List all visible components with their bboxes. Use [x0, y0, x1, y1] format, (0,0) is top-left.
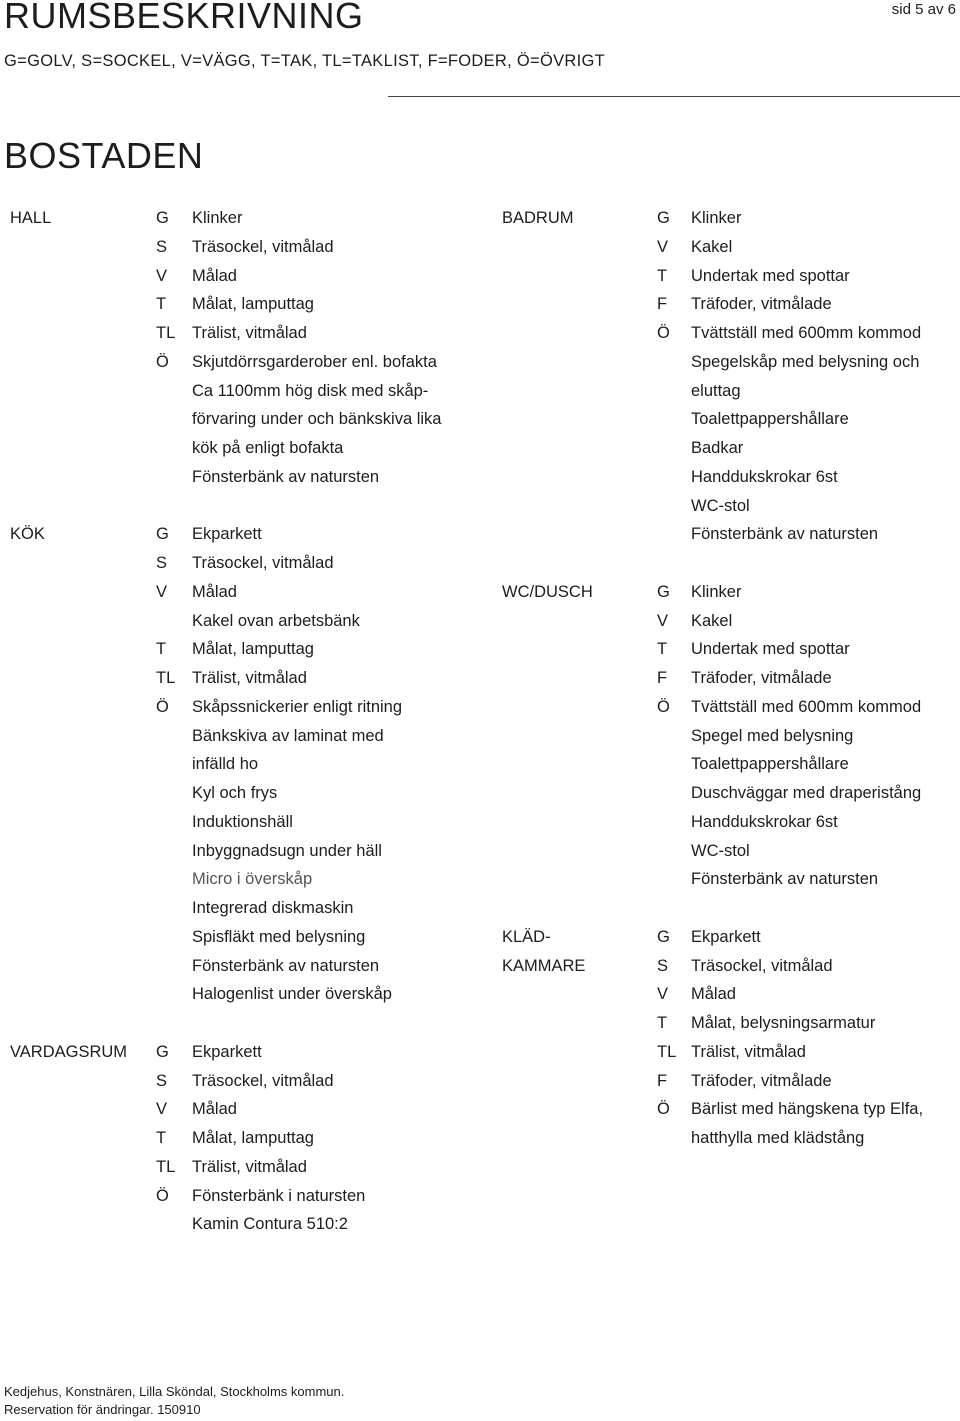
- spec-row: [502, 348, 960, 377]
- spec-row: [502, 750, 960, 779]
- spec-text: Spisfläkt med belysning: [192, 927, 366, 946]
- spec-row: [502, 233, 960, 262]
- spec-row: [502, 520, 960, 549]
- spec-code: T: [657, 1014, 668, 1032]
- spec-row: [10, 233, 480, 262]
- spec-row: [10, 1067, 480, 1096]
- spec-text: Fönsterbänk av natursten: [192, 467, 380, 486]
- spec-row: [10, 693, 480, 722]
- spec-text: Målad: [192, 1100, 237, 1119]
- spec-text: Badkar: [691, 439, 744, 457]
- spec-text: Målad: [192, 266, 237, 285]
- spec-text: Trälist, vitmålad: [691, 1042, 806, 1061]
- spec-row: [502, 923, 960, 952]
- spec-row: [10, 923, 480, 952]
- spec-text: Trälist, vitmålad: [192, 669, 307, 687]
- spec-text: Inbyggnadsugn under häll: [192, 841, 382, 860]
- spec-text: Målad: [192, 582, 237, 601]
- spec-text: Trälist, vitmålad: [192, 1157, 307, 1176]
- spec-code: F: [657, 669, 668, 687]
- spec-code: Ö: [657, 1100, 670, 1119]
- spec-row: [10, 1038, 480, 1067]
- spec-text: Klinker: [691, 209, 742, 227]
- spec-text: Träsockel, vitmålad: [192, 237, 334, 256]
- spec-row: [10, 722, 480, 751]
- divider-rule: [388, 96, 960, 97]
- spec-text: Handdukskrokar 6st: [691, 812, 838, 831]
- spec-code: V: [657, 985, 669, 1004]
- page-title: RUMSBESKRIVNING: [4, 0, 364, 36]
- spec-row: [502, 463, 960, 492]
- spec-code: TL: [156, 324, 176, 342]
- spec-row: [502, 607, 960, 636]
- spec-text: Trälist, vitmålad: [192, 324, 307, 342]
- room-name: HALL: [10, 209, 52, 227]
- spec-row: [502, 319, 960, 348]
- spec-row: [10, 1124, 480, 1153]
- abbreviation-legend: G=GOLV, S=SOCKEL, V=VÄGG, T=TAK, TL=TAKLIST, F=FODER, Ö=ÖVRIGT: [4, 52, 606, 70]
- spec-text: Halogenlist under överskåp: [192, 985, 392, 1004]
- spec-code: T: [156, 295, 167, 314]
- spec-text: Kamin Contura 510:2: [192, 1215, 348, 1234]
- spec-row: [502, 693, 960, 722]
- spec-text: Micro i överskåp: [192, 870, 313, 889]
- spec-row: [10, 549, 480, 578]
- spec-text: Toalettpappershållare: [691, 755, 849, 774]
- spec-row: [502, 980, 960, 1009]
- spec-text: WC-stol: [691, 496, 750, 515]
- spec-text: Handdukskrokar 6st: [691, 467, 838, 486]
- spec-text: Träsockel, vitmålad: [192, 554, 334, 572]
- spec-row: [502, 779, 960, 808]
- spec-code: S: [156, 554, 168, 572]
- spec-text: Undertak med spottar: [691, 640, 850, 659]
- spec-row: [502, 894, 960, 923]
- spec-row: [502, 722, 960, 751]
- spec-code: Ö: [156, 1186, 169, 1205]
- spec-row: [10, 1182, 480, 1211]
- spec-row: [502, 405, 960, 434]
- spec-code: T: [156, 640, 167, 659]
- spec-row: [502, 952, 960, 981]
- room-name: VARDAGSRUM: [10, 1042, 128, 1061]
- spec-row: [502, 290, 960, 319]
- spec-text: Kakel: [691, 611, 733, 630]
- spec-code: G: [156, 209, 169, 227]
- spec-row: [10, 520, 480, 549]
- spec-code: V: [156, 582, 168, 601]
- spec-row: [10, 607, 480, 636]
- room-name: KLÄD-: [502, 927, 551, 946]
- room-name: WC/DUSCH: [502, 582, 593, 601]
- spec-row: [10, 1153, 480, 1182]
- spec-row: [502, 1095, 960, 1124]
- spec-text: Integrerad diskmaskin: [192, 899, 354, 917]
- spec-code: F: [657, 1071, 668, 1090]
- spec-code: S: [657, 956, 669, 975]
- room-name: KÖK: [10, 525, 45, 544]
- spec-row: [10, 348, 480, 377]
- spec-row: [10, 635, 480, 664]
- spec-text: Bänkskiva av laminat med: [192, 726, 384, 745]
- spec-text: Målad: [691, 985, 736, 1004]
- spec-text: eluttag: [691, 381, 741, 400]
- spec-code: Ö: [657, 324, 670, 342]
- spec-row: [10, 492, 480, 521]
- spec-text: Klinker: [192, 209, 243, 227]
- right-room-list: [502, 204, 960, 1153]
- spec-row: [10, 463, 480, 492]
- spec-row: [502, 549, 960, 578]
- spec-text: Fönsterbänk i natursten: [192, 1186, 366, 1205]
- spec-text: Kyl och frys: [192, 784, 278, 802]
- spec-text: Toalettpappershållare: [691, 410, 849, 429]
- spec-text: Ekparkett: [192, 525, 262, 544]
- spec-row: [502, 262, 960, 291]
- spec-text: Skåpssnickerier enligt ritning: [192, 697, 403, 716]
- spec-text: Kakel ovan arbetsbänk: [192, 611, 360, 630]
- spec-text: Klinker: [691, 582, 742, 601]
- spec-code: TL: [657, 1042, 677, 1061]
- page-number: sid 5 av 6: [891, 1, 956, 18]
- spec-code: TL: [156, 669, 176, 687]
- spec-code: G: [156, 525, 169, 544]
- spec-text: Skjutdörrsgarderober enl. bofakta: [192, 352, 437, 371]
- spec-code: V: [156, 266, 168, 285]
- spec-row: [10, 980, 480, 1009]
- spec-row: [10, 204, 480, 233]
- spec-row: [502, 492, 960, 521]
- spec-text: Induktionshäll: [192, 812, 293, 831]
- left-room-list: [10, 204, 480, 1239]
- footer-disclaimer: Reservation för ändringar. 150910: [4, 1402, 201, 1417]
- spec-code: V: [156, 1100, 168, 1119]
- spec-row: [10, 578, 480, 607]
- spec-text: Tvättställ med 600mm kommod: [691, 697, 922, 716]
- spec-text: Ca 1100mm hög disk med skåp-: [192, 381, 429, 400]
- spec-row: [502, 1124, 960, 1153]
- spec-code: V: [657, 237, 669, 256]
- spec-row: [502, 377, 960, 406]
- spec-code: Ö: [657, 697, 670, 716]
- spec-text: Träsockel, vitmålad: [691, 956, 833, 975]
- spec-text: Fönsterbänk av natursten: [691, 525, 879, 544]
- spec-row: [502, 1067, 960, 1096]
- spec-text: Målat, lamputtag: [192, 295, 314, 314]
- spec-row: [502, 434, 960, 463]
- spec-row: [10, 894, 480, 923]
- spec-row: [10, 1210, 480, 1239]
- spec-text: Träfoder, vitmålade: [691, 1071, 832, 1090]
- spec-text: Undertak med spottar: [691, 266, 850, 285]
- spec-row: [502, 1009, 960, 1038]
- room-name: KAMMARE: [502, 956, 586, 975]
- spec-text: kök på enligt bofakta: [192, 439, 344, 457]
- spec-text: Ekparkett: [691, 927, 761, 946]
- spec-code: G: [657, 582, 670, 601]
- footer-address: Kedjehus, Konstnären, Lilla Sköndal, Stockholms kommun.: [4, 1384, 345, 1399]
- spec-text: Ekparkett: [192, 1042, 262, 1061]
- spec-text: Fönsterbänk av natursten: [691, 870, 879, 889]
- spec-row: [10, 664, 480, 693]
- spec-text: Kakel: [691, 237, 733, 256]
- spec-code: TL: [156, 1157, 176, 1176]
- spec-row: [10, 319, 480, 348]
- spec-row: [10, 1095, 480, 1124]
- spec-code: Ö: [156, 352, 169, 371]
- spec-row: [502, 808, 960, 837]
- spec-text: Målat, lamputtag: [192, 640, 314, 659]
- spec-row: [10, 779, 480, 808]
- spec-row: [10, 952, 480, 981]
- spec-row: [10, 1009, 480, 1038]
- spec-row: [10, 290, 480, 319]
- spec-row: [10, 865, 480, 894]
- spec-code: S: [156, 1071, 168, 1090]
- spec-row: [502, 1038, 960, 1067]
- spec-row: [502, 635, 960, 664]
- section-title: BOSTADEN: [4, 135, 204, 176]
- spec-row: [10, 377, 480, 406]
- spec-text: Målat, lamputtag: [192, 1129, 314, 1147]
- spec-text: Träsockel, vitmålad: [192, 1071, 334, 1090]
- spec-row: [10, 808, 480, 837]
- spec-code: G: [657, 209, 670, 227]
- spec-row: [10, 262, 480, 291]
- spec-text: hatthylla med klädstång: [691, 1129, 865, 1147]
- spec-text: WC-stol: [691, 841, 750, 860]
- spec-row: [10, 434, 480, 463]
- spec-row: [10, 837, 480, 866]
- spec-text: Träfoder, vitmålade: [691, 669, 832, 687]
- spec-code: V: [657, 611, 669, 630]
- spec-text: infälld ho: [192, 755, 259, 774]
- spec-row: [502, 865, 960, 894]
- spec-row: [502, 578, 960, 607]
- spec-code: S: [156, 237, 168, 256]
- spec-text: Spegel med belysning: [691, 726, 854, 745]
- footer: [4, 1383, 344, 1419]
- spec-code: T: [156, 1129, 167, 1147]
- spec-text: Tvättställ med 600mm kommod: [691, 324, 922, 342]
- spec-text: Fönsterbänk av natursten: [192, 956, 380, 975]
- spec-row: [502, 664, 960, 693]
- room-name: BADRUM: [502, 209, 574, 227]
- spec-code: Ö: [156, 697, 169, 716]
- spec-row: [502, 837, 960, 866]
- spec-code: T: [657, 266, 668, 285]
- spec-text: Spegelskåp med belysning och: [691, 352, 920, 371]
- spec-text: förvaring under och bänkskiva lika: [192, 410, 442, 429]
- spec-row: [10, 405, 480, 434]
- spec-code: G: [657, 927, 670, 946]
- spec-code: G: [156, 1042, 169, 1061]
- spec-code: T: [657, 640, 668, 659]
- spec-text: Träfoder, vitmålade: [691, 295, 832, 314]
- spec-row: [10, 750, 480, 779]
- spec-row: [502, 204, 960, 233]
- spec-code: F: [657, 295, 668, 314]
- spec-text: Målat, belysningsarmatur: [691, 1014, 876, 1032]
- spec-text: Bärlist med hängskena typ Elfa,: [691, 1100, 924, 1119]
- spec-text: Duschväggar med draperistång: [691, 784, 922, 802]
